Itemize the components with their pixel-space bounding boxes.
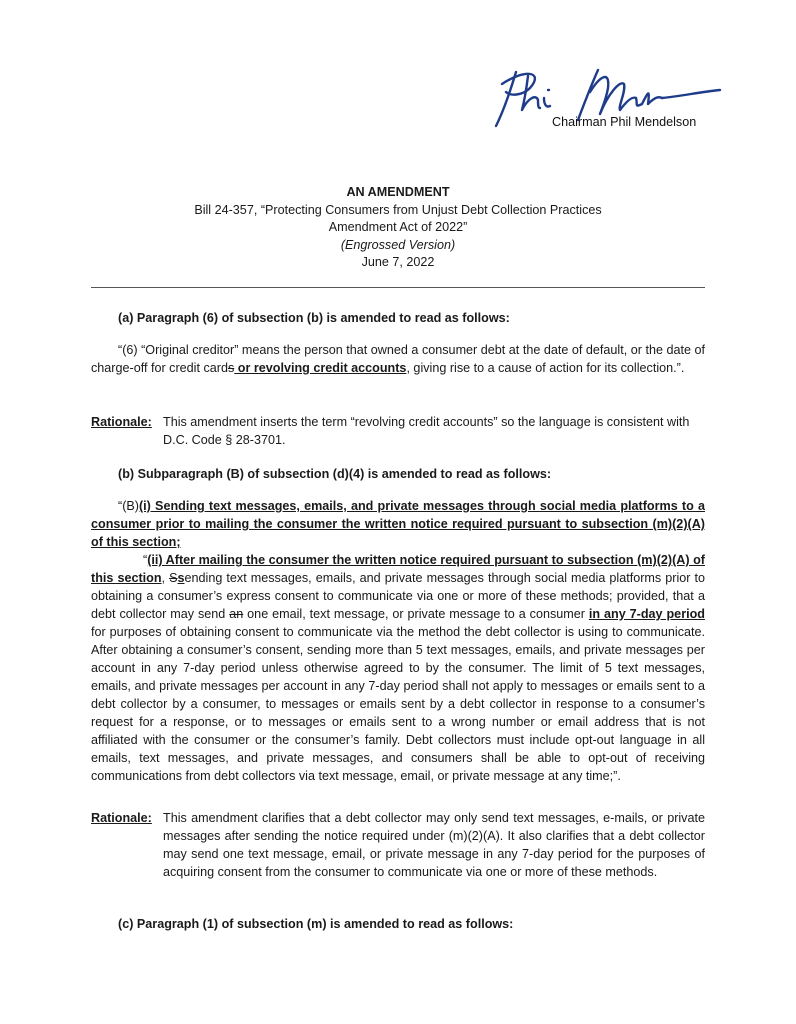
section-a-rationale — [91, 413, 705, 453]
signatory-name: Chairman Phil Mendelson — [552, 115, 697, 129]
inserted-text: s — [177, 571, 185, 585]
document-date: June 7, 2022 — [361, 255, 435, 269]
document-header — [0, 184, 796, 272]
rationale-label: Rationale: — [91, 811, 152, 825]
document-title: AN AMENDMENT — [346, 185, 450, 199]
section-b-heading: (b) Subparagraph (B) of subsection (d)(4) is amended to read as follows: — [118, 467, 552, 481]
section-b-clause-ii: “(ii) After mailing the consumer the written notice required pursuant to subsection (m)(2)(A) of this section, Ssending text messages, emails, and private messages through social media platforms prior to obtaining a consumer’s express consent to communicate via one or more of these methods; provided, that a debt collector may send an one email, text message, or private message to a consumer in any 7-day period for purposes of obtaining consent to communicate via the method the debt collector is using to communicate. After obtaining a consumer’s consent, sending more than 5 text messages, emails, and private messages per account in any 7-day period unless otherwise agreed to by the consumer. The limit of 5 text messages, emails, and private messages per account in any 7-day period shall not apply to messages or emails sent to a debt collector by a consumer, to messages or emails sent by a debt collector in response to a consumer’s request for a response, or to messages or emails sent to a wrong number or email address that is not affiliated with the consumer or the consumer’s family. Debt collectors must include opt-out language in all emails, text messages, and private messages, and consumers shall be able to opt-out of receiving communications from debt collectors via text message, email, or private message at any time;”. — [91, 553, 705, 783]
deleted-text: S — [169, 571, 178, 585]
section-a-amendment-text: “(6) “Original creditor” means the person that owned a consumer debt at the date of default, or the date of charge-off for credit cards or revolving credit accounts, giving rise to a cause of action for its collection.”. — [91, 343, 705, 375]
section-a-heading: (a) Paragraph (6) of subsection (b) is amended to read as follows: — [118, 311, 510, 325]
version-label: (Engrossed Version) — [340, 237, 456, 252]
rationale-text: This amendment clarifies that a debt collector may only send text messages, e-mails, or private messages after sending the notice required under (m)(2)(A). It also clarifies that a debt collector may send one text message, email, or private message in any 7-day period for the purposes of acquiring consent from the consumer to communicate via one or more of these methods. — [163, 811, 705, 879]
rationale-label: Rationale: — [91, 415, 152, 429]
inserted-text: (i) Sending text messages, emails, and private messages through social media platforms to a consumer prior to mailing the consumer the written notice required pursuant to subsection (m)(2)(A) of this section; — [91, 499, 705, 549]
section-b-clause-i: “(B)(i) Sending text messages, emails, and private messages through social media platforms to a consumer prior to mailing the consumer the written notice required pursuant to subsection (m)(2)(A) of this section; — [91, 499, 705, 549]
rationale-text: This amendment inserts the term “revolving credit accounts” so the language is consistent with D.C. Code § 28-3701. — [163, 415, 690, 447]
bill-title-line-2: Amendment Act of 2022” — [328, 220, 468, 234]
deleted-text: s — [227, 361, 235, 375]
horizontal-divider — [91, 287, 705, 288]
deleted-text: an — [229, 607, 244, 621]
inserted-text: (ii) After mailing the consumer the written notice required pursuant to subsection (m)(2)(A) of this section — [91, 553, 705, 585]
inserted-text: or revolving credit accounts — [234, 361, 407, 375]
inserted-text: in any 7-day period — [588, 607, 705, 621]
bill-title-line-1: Bill 24-357, “Protecting Consumers from Unjust Debt Collection Practices — [194, 202, 602, 217]
section-b-rationale — [91, 809, 705, 899]
section-c-heading: (c) Paragraph (1) of subsection (m) is amended to read as follows: — [118, 917, 514, 931]
